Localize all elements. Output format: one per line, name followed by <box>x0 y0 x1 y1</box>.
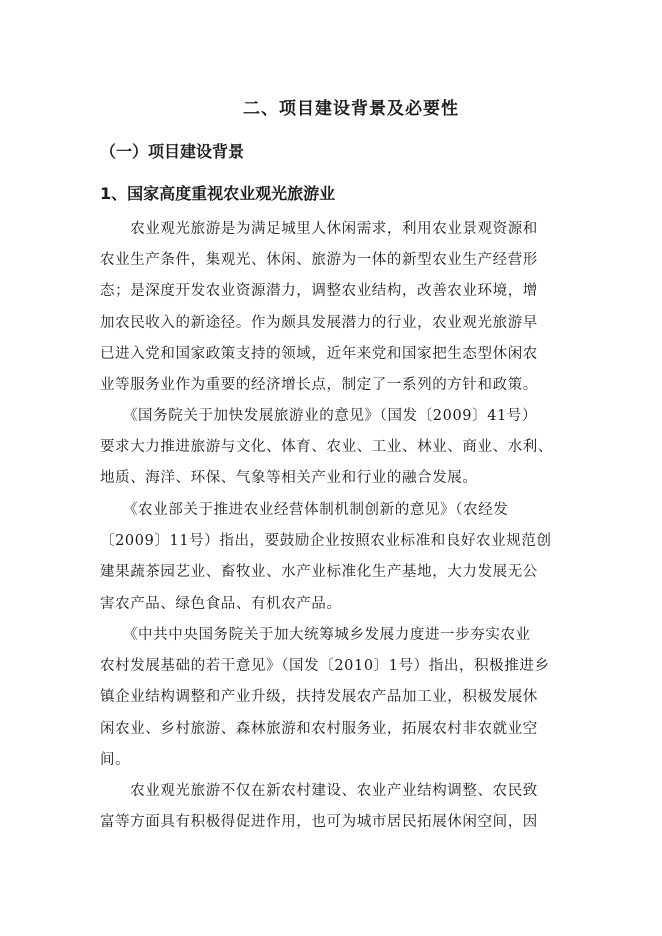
section-heading: （一）项目建设背景 <box>100 142 245 161</box>
paragraph-line: 农村发展基础的若干意见》（国发〔2010〕1号）指出，积极推进乡 <box>100 658 550 675</box>
paragraph-line: 富等方面具有积极得促进作用，也可为城市居民拓展休闲空间，因 <box>100 814 538 831</box>
paragraph-2 <box>100 401 560 495</box>
paragraph-line: 《农业部关于推进农业经营体制机制创新的意见》（农经发 <box>100 502 509 518</box>
paragraph-line: 农业观光旅游是为满足城里人休闲需求，利用农业景观资源和 <box>100 221 538 237</box>
paragraph-line: 已进入党和国家政策支持的领域，近年来党和国家把生态型休闲农 <box>100 345 538 362</box>
paragraph-line: 害农产品、绿色食品、有机农产品。 <box>100 595 342 612</box>
paragraph-line: 业等服务业作为重要的经济增长点，制定了一系列的方针和政策。 <box>100 377 538 394</box>
subsection-heading: 1、国家高度重视农业观光旅游业 <box>100 184 336 203</box>
paragraph-line: 镇企业结构调整和产业升级，扶持发展农产品加工业，积极发展休 <box>100 689 538 706</box>
paragraph-line: 《中共中央国务院关于加大统筹城乡发展力度进一步夯实农业 <box>100 627 531 643</box>
paragraph-1 <box>100 214 560 401</box>
paragraph-line: 态；是深度开发农业资源潜力，调整农业结构，改善农业环境，增 <box>100 283 538 300</box>
paragraph-line: 闲农业、乡村旅游、森林旅游和农村服务业，拓展农村非农就业空 <box>100 720 538 737</box>
paragraph-line: 〔2009〕11号）指出，要鼓励企业按照农业标准和良好农业规范创 <box>100 533 552 550</box>
paragraph-line: 农业观光旅游不仅在新农村建设、农业产业结构调整、农民致 <box>100 783 538 799</box>
paragraph-4 <box>100 620 560 776</box>
paragraph-line: 加农民收入的新途径。作为颇具发展潜力的行业，农业观光旅游早 <box>100 314 538 331</box>
paragraph-line: 地质、海洋、环保、气象等相关产业和行业的融合发展。 <box>100 470 478 487</box>
paragraph-line: 间。 <box>100 751 131 768</box>
paragraph-line: 《国务院关于加快发展旅游业的意见》（国发〔2009〕41号） <box>100 408 538 424</box>
paragraph-line: 建果蔬茶园艺业、畜牧业、水产业标准化生产基地，大力发展无公 <box>100 564 538 581</box>
document-title: 二、项目建设背景及必要性 <box>243 99 459 119</box>
paragraph-5 <box>100 776 560 838</box>
paragraph-line: 要求大力推进旅游与文化、体育、农业、工业、林业、商业、水利、 <box>100 439 553 456</box>
paragraph-3 <box>100 495 560 620</box>
paragraph-line: 农业生产条件，集观光、休闲、旅游为一体的新型农业生产经营形 <box>100 252 538 269</box>
